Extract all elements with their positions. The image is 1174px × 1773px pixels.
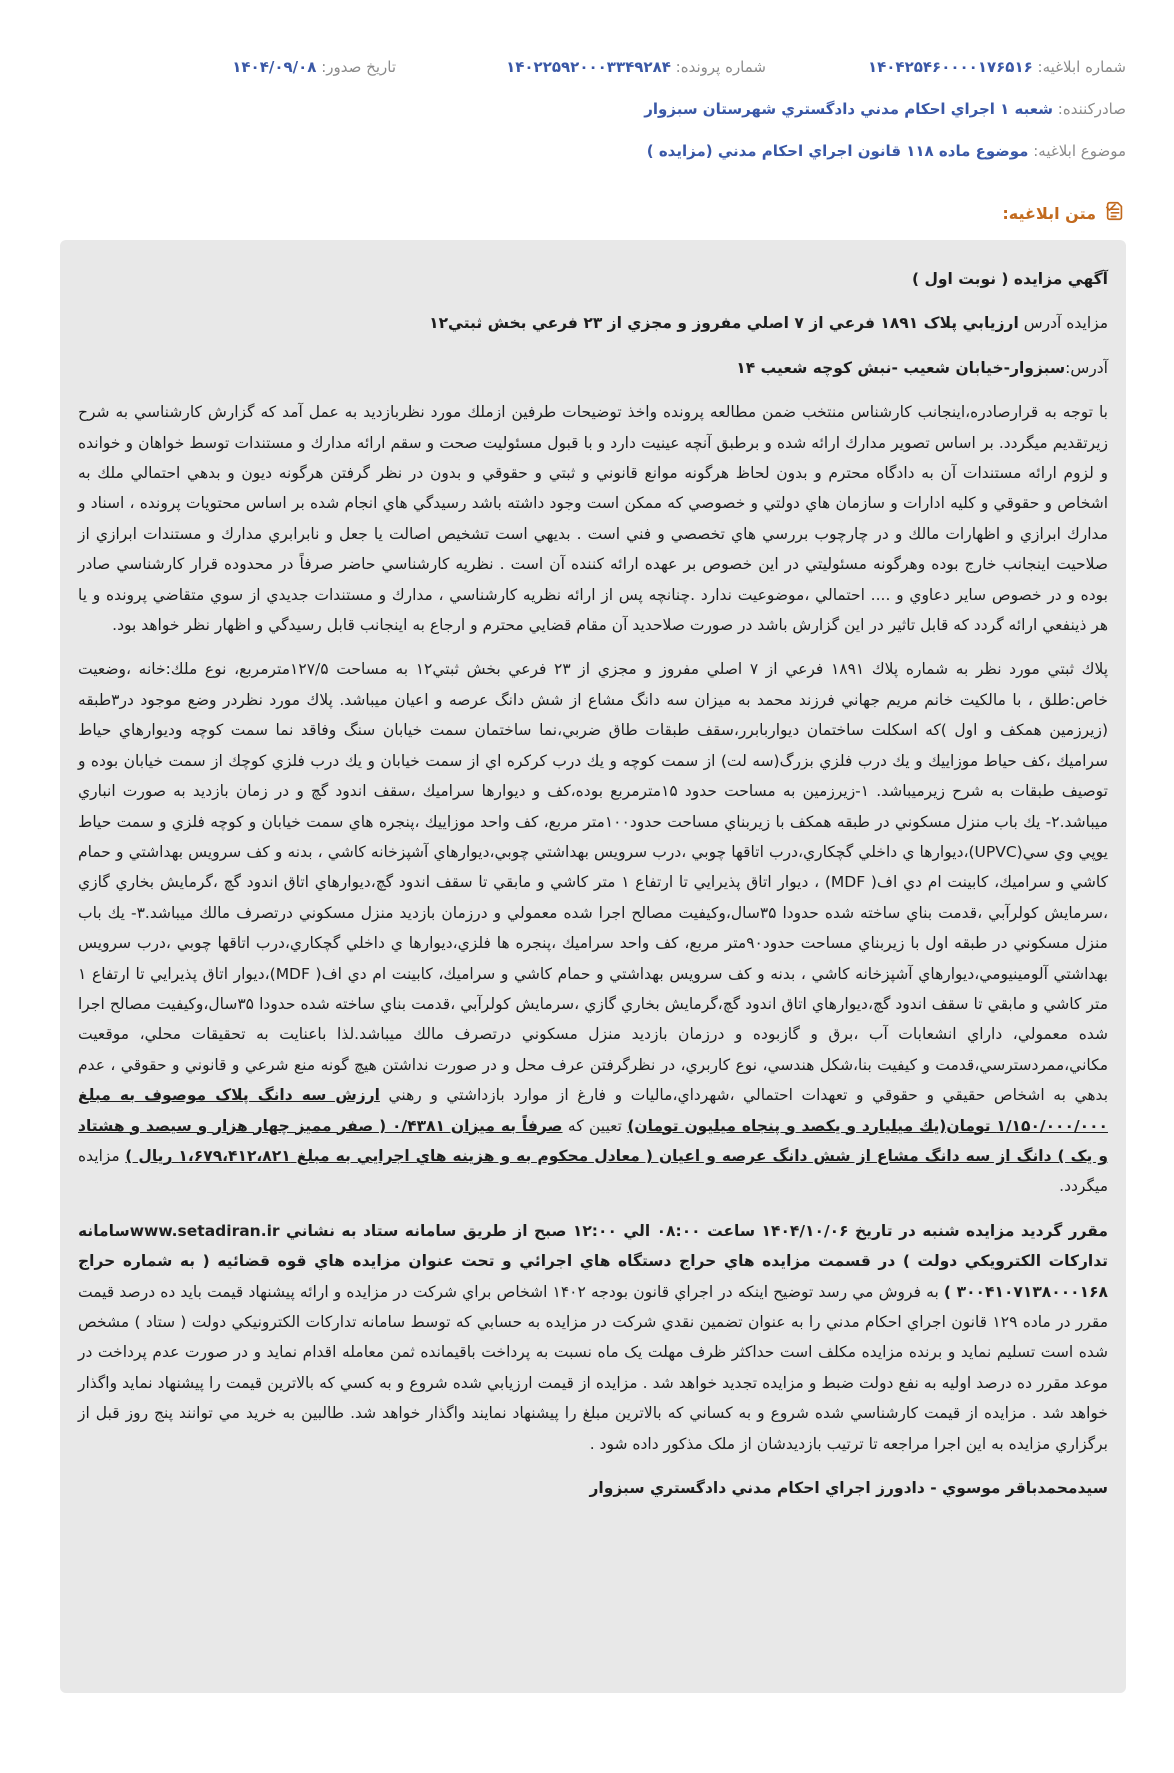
valuation-mid: تعيين که [562, 1116, 628, 1135]
address-prefix: آدرس: [1065, 358, 1108, 377]
meta-row-numbers [48, 58, 1126, 82]
meta-row-subject [48, 142, 1126, 160]
case-number-value: ۱۴۰۲۲۵۹۲۰۰۰۳۳۴۹۲۸۴ [506, 58, 671, 76]
property-description-paragraph [78, 654, 1108, 1201]
auction-subject-prefix: مزايده آدرس [1023, 314, 1108, 333]
notice-number [868, 58, 1126, 76]
section-title-text: متن ابلاغيه: [1002, 203, 1096, 223]
signature: سيدمحمدباقر موسوي - دادورز اجراي احکام مدني دادگستري سبزوار [589, 1479, 1108, 1498]
subject-value: موضوع ماده ۱۱۸ قانون اجراي احکام مدني (مزايده ) [646, 142, 1029, 160]
issue-date-label: تاريخ صدور: [321, 58, 396, 76]
valuation-tail: مزايده ميگردد. [78, 1146, 1108, 1196]
section-title [1002, 200, 1126, 226]
issue-date [232, 58, 396, 76]
issue-date-value: ۱۴۰۴/۰۹/۰۸ [232, 58, 317, 76]
notice-number-label: شماره ابلاغيه: [1037, 58, 1126, 76]
subject-label: موضوع ابلاغيه: [1033, 142, 1126, 160]
case-number [506, 58, 766, 76]
auction-share: صرفاً به ميزان ۰/۴۳۸۱ ( صفر مميز چهار هزار و سيصد و هشتاد و يک ) دانگ از سه دانگ مشاع از شش دانگ عرصه و اعيان ( معادل محکوم به و هزينه هاي اجرايي به مبلغ ۱،۶۷۹،۴۱۲،۸۲۱ ريال ) [78, 1116, 1108, 1165]
auction-subject: ارزيابي پلاک ۱۸۹۱ فرعي از ۷ اصلي مفروز و مجزي از ۲۳ فرعي بخش ثبتي۱۲ [429, 314, 1019, 333]
auction-subject-line [78, 308, 1108, 338]
issuer-label: صادرکننده: [1057, 100, 1126, 118]
expert-disclaimer-paragraph: با توجه به قرارصادره،اينجانب کارشناس منتخب ضمن مطالعه پرونده واخذ توضيحات طرفين ازملك مورد نظربازديد به عمل آمد كه گزارش كارشناسي به شرح زيرتقديم ميگردد. بر اساس تصوير مدارك ارائه شده و برطبق آنچه عينيت دارد و با قبول مسئوليت صحت و سقم ارائه مدارك و مستندات توسط خواهان و خوانده و لزوم ارائه مستندات آن به دادگاه محترم و بدون لحاظ هرگونه موانع قانوني و ثبتي و حقوقي و بدون در نظر گرفتن هرگونه ديون و بدهي احتمالي ملك به اشخاص و حقوقي و كليه ادارات و سازمان هاي دولتي و خصوصي كه ممكن است وجود داشته باشد رسيدگي هاي انجام شده بر اساس محتويات پرونده ، اسناد و مدارك ابرازي و اظهارات مالك و در چارچوب بررسي هاي تخصصي و فني است . بديهي است تشخيص اصالت يا جعل و نابرابري مدارك و مستندات ابرازي از صلاحيت اينجانب خارج بوده وهرگونه مسئوليتي در اين خصوص بر عهده ارائه كننده آن است . نظريه كارشناسي حاضر صرفاً در محدوده قرار كارشناسي صادر بوده و در خصوص ساير دعاوي و .... احتمالي ،موضوعيت ندارد .چنانچه پس از ارائه نظريه كارشناسي ، مدارك و مستندات جديدي از سوي متقاضي پرونده و يا هر ذينفعي ارائه گردد كه قابل تاثير در اين گزارش باشد در صورت صلاحديد آن مقام قضايي محترم و ارجاع به اينجانب قابل رسيدگي و اظهار نظر خواهد بود. [78, 403, 1108, 635]
auction-schedule: مقرر گرديد مزايده شنبه در تاريخ ۱۴۰۴/۱۰/۰۶ ساعت ۰۸:۰۰ الي ۱۲:۰۰ صبح از طريق سامانه ستاد به نشاني www.setadiran.irسامانه تدارکات الکترويکي دولت ) در قسمت مزايده هاي حراج دستگاه هاي اجرائي و تحت عنوان مزايده هاي قوه قضائيه ( به شماره حراج ۳۰۰۴۱۰۷۱۳۸۰۰۰۱۶۸ ) [78, 1221, 1109, 1301]
auction-conditions: به فروش مي رسد توضيح اينکه در اجراي قانون بودجه ۱۴۰۲ اشخاص براي شرکت در مزايده و ارائه پيشنهاد قيمت بايد ده درصد قيمت مقرر در ماده ۱۲۹ قانون اجراي احکام مدني را به عنوان تضمين نقدي شرکت در مزايده به حسابي که توسط سامانه تدارکات الکترونيکي دولت ( ستاد ) مشخص شده است تسليم نمايد و برنده مزايده مکلف است حداکثر ظرف مهلت يک ماه نسبت به پرداخت باقيمانده ثمن معامله اقدام نمايد و در صورت عدم پرداخت در موعد مقرر ده درصد اوليه به نفع دولت ضبط و مزايده تجديد خواهد شد . مزايده از قيمت ارزيابي شده شروع و به کسي که بالاترين قيمت را پيشنهاد نمايد واگذار خواهد شد . مزايده از قيمت كارشناسي شده شروع و به كساني كه بالاترين مبلغ را پيشنهاد نمايند واگذار خواهد شد. طالبين به خريد مي توانند پنج روز قبل از برگزاري مزايده به اين اجرا مراجعه تا ترتيب بازديدشان از ملک مذکور داده شود . [78, 1282, 1108, 1453]
address-line [78, 353, 1108, 383]
valuation-amount: ارزش سه دانگ پلاک موصوف به مبلغ ۱/۱۵۰/۰۰۰/۰۰۰ تومان(يك ميليارد و يكصد و پنجاه ميليون تومان) [78, 1086, 1108, 1135]
notice-body [60, 240, 1126, 1693]
auction-terms-paragraph [78, 1216, 1108, 1459]
notice-number-value: ۱۴۰۴۲۵۴۶۰۰۰۰۱۷۶۵۱۶ [867, 58, 1033, 76]
document-text-icon [1104, 200, 1126, 226]
auction-title: آگهي مزايده ( نوبت اول ) [911, 270, 1108, 288]
address-value: سبزوار-خيابان شعيب -نبش کوچه شعيب ۱۴ [736, 358, 1066, 377]
issuer-value: شعبه ۱ اجراي احکام مدني دادگستري شهرستان سبزوار [644, 100, 1053, 118]
meta-row-issuer [48, 100, 1126, 118]
property-description: پلاك ثبتي مورد نظر به شماره پلاك ۱۸۹۱ فرعي از ۷ اصلي مفروز و مجزي از ۲۳ فرعي بخش ثبتي۱۲ به مساحت ۱۲۷/۵مترمربع، نوع ملك:خانه ،وضعيت خاص:طلق ، با مالكيت خانم مريم جهاني فرزند محمد به ميزان سه دانگ مشاع از شش دانگ عرصه و اعيان ميباشد. پلاك مورد نظردر وضع موجود در۳طبقه (زيرزمين همكف و اول )كه اسكلت ساختمان ديواربابرر،سقف طبقات طاق ضربي،نما ساختمان سمت خيابان سنگ وفاقد نما سمت كوچه وديوارهاي حياط سراميك ،كف حياط موزاييك و يك درب فلزي بزرگ(سه لت) از سمت كوچه و يك درب كركره اي از سمت خيابان و يك درب فلزي كوچك از سمت خيابان بوده و توصيف طبقات به شرح زيرميباشد. ۱-زيرزمين به مساحت حدود ۱۵مترمربع بوده،كف و ديوارها سراميك ،سقف اندود گچ و در زمان بازديد به صورت انباري ميباشد.۲- يك باب منزل مسكوني در طبقه همكف با زيربناي مساحت حدود۱۰۰متر مربع، كف واحد موزاييك ،پنجره هاي سمت خيابان و كوچه فلزي و سمت حياط يوپي وي سي(UPVC)،ديوارها ي داخلي گچكاري،درب اتاقها چوبي ،درب سرويس بهداشتي چوبي،ديوارهاي آشپزخانه كاشي ، بدنه و كف سرويس بهداشتي و حمام كاشي و سراميك، كابينت ام دي اف( MDF) ، ديوار اتاق پذيرايي تا ارتفاع ۱ متر كاشي و مابقي تا سقف اندود گچ،ديوارهاي اتاق اندود گچ ،گرمايش بخاري گازي ،سرمايش كولرآبي ،قدمت بناي ساخته شده حدودا ۳۵سال،وكيفيت مصالح اجرا شده معمولي و درزمان بازديد منزل مسكوني درتصرف مالك ميباشد.۳- يك باب منزل مسكوني در طبقه اول با زيربناي مساحت حدود۹۰متر مربع، كف واحد سراميك ،پنجره ها فلزي،ديوارها ي داخلي گچكاري،درب اتاقها چوبي ،درب سرويس بهداشتي آلومينيومي،ديوارهاي آشپزخانه كاشي ، بدنه و كف سرويس بهداشتي و حمام كاشي و سراميك، كابينت ام دي اف( MDF)،ديوار اتاق پذيرايي تا ارتفاع ۱ متر كاشي و مابقي تا سقف اندود گچ،ديوارهاي اتاق اندود گچ،گرمايش بخاري گازي ،سرمايش كولرآبي ،قدمت بناي ساخته شده حدودا ۳۵سال،وكيفيت مصالح اجرا شده معمولي، داراي انشعابات آب ،برق و گازبوده و درزمان بازديد منزل مسكوني درتصرف مالك ميباشد.لذا باعنايت به تحقيقات محلي، موقعيت مكاني،ممردسترسي،قدمت و كيفيت بنا،شكل هندسي، نوع كاربري، در نظرگرفتن عرف محل و در صورت نداشتن هيچ گونه منع شرعي و قانوني و حقوقي ، عدم بدهي به اشخاص حقيقي و حقوقي و تعهدات احتمالي ،شهرداي،ماليات و فارغ از موارد بازداشتي و رهني [78, 660, 1109, 1105]
case-number-label: شماره پرونده: [675, 58, 766, 76]
